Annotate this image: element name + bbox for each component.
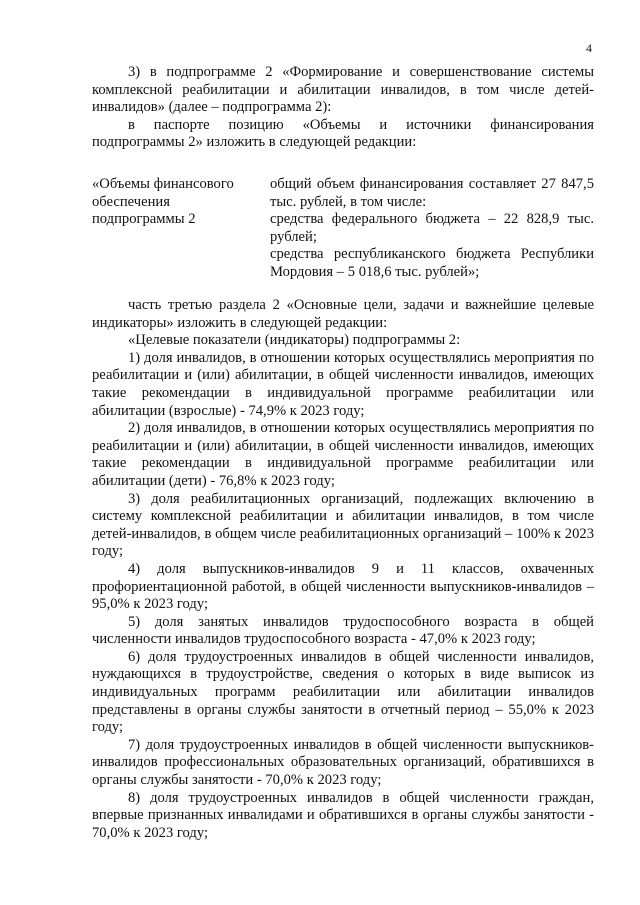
page-number: 4 bbox=[586, 41, 592, 55]
passport-total: общий объем финансирования составляет 27 847,5 тыс. рублей, в том числе: bbox=[270, 176, 594, 210]
passport-right-values bbox=[270, 176, 594, 282]
intro-paragraph-2: в паспорте позицию «Объемы и источники финансирования подпрограммы 2» изложить в следующей редакции: bbox=[92, 116, 594, 151]
intro-paragraph-1: 3) в подпрограмме 2 «Формирование и совершенствование системы комплексной реабилитации и абилитации инвалидов, в том числе детей-инвалидов» (далее – подпрограмма 2): bbox=[92, 64, 594, 116]
indicator-item-3: 3) доля реабилитационных организаций, подлежащих включению в систему комплексной реабилитации и абилитации инвалидов, в том числе детей-инвалидов, в общем числе реабилитационных организаций – 100% к 2023 году; bbox=[92, 490, 594, 560]
indicator-item-4: 4) доля выпускников-инвалидов 9 и 11 классов, охваченных профориентационной работой, в общей численности выпускников-инвалидов – 95,0% к 2023 году; bbox=[92, 560, 594, 613]
passport-republic: средства республиканского бюджета Республики Мордовия – 5 018,6 тыс. рублей»; bbox=[270, 246, 594, 280]
indicators-heading: «Целевые показатели (индикаторы) подпрограммы 2: bbox=[128, 332, 461, 349]
part-three-paragraph: часть третью раздела 2 «Основные цели, задачи и важнейшие целевые индикаторы» изложить в следующей редакции: bbox=[92, 297, 594, 331]
indicator-item-2: 2) доля инвалидов, в отношении которых осуществлялись мероприятия по реабилитации и (или) абилитации, в общей численности инвалидов, имеющих такие рекомендации в индивидуальной программе реабилитации или абилитации (дети) - 76,8% к 2023 году; bbox=[92, 420, 594, 489]
passport-federal: средства федерального бюджета – 22 828,9 тыс. рублей; bbox=[270, 211, 594, 245]
main-section bbox=[92, 297, 594, 842]
indicator-item-6: 6) доля трудоустроенных инвалидов в общей численности инвалидов, нуждающихся в трудоустройстве, сведения о которых в виде выписок из индивидуальных программ реабилитации или абилитации инвалидов представлены в органы службы занятости в отчетный период – 55,0% к 2023 году; bbox=[92, 648, 594, 736]
indicator-item-5: 5) доля занятых инвалидов трудоспособного возраста в общей численности инвалидов трудоспособного возраста - 47,0% к 2023 году; bbox=[92, 613, 594, 648]
indicator-item-7: 7) доля трудоустроенных инвалидов в общей численности выпускников-инвалидов профессиональных образовательных организаций, обратившихся в органы службы занятости - 70,0% к 2023 году; bbox=[92, 736, 594, 789]
passport-left-label: «Объемы финансового обеспечения подпрограммы 2 bbox=[92, 176, 234, 228]
indicator-item-8: 8) доля трудоустроенных инвалидов в общей численности граждан, впервые признанных инвалидами и обратившихся в органы службы занятости - 70,0% к 2023 году; bbox=[92, 789, 594, 841]
indicator-item-1: 1) доля инвалидов, в отношении которых осуществлялись мероприятия по реабилитации и (или) абилитации, в общей численности инвалидов, имеющих такие рекомендации в индивидуальной программе реабилитации или абилитации (взрослые) - 74,9% к 2023 году; bbox=[92, 349, 594, 419]
intro-section bbox=[92, 64, 594, 152]
